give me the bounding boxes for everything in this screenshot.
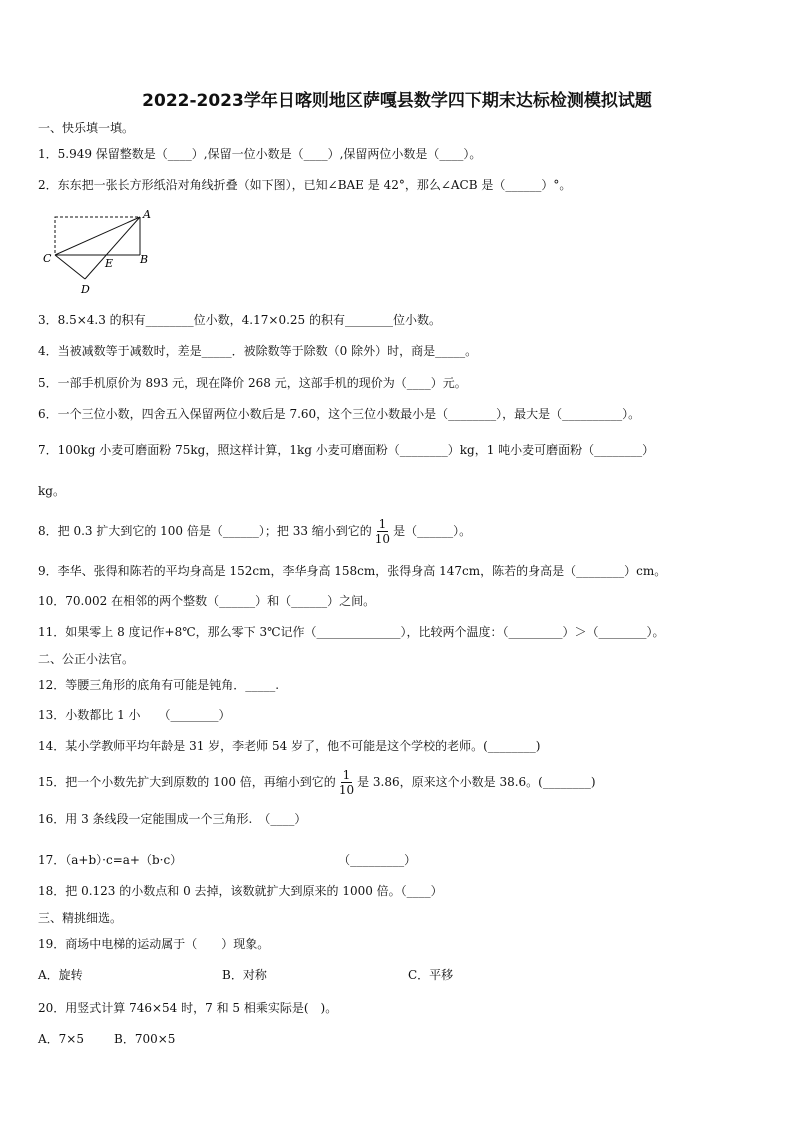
question-8-text-end: 是（______）。	[393, 524, 472, 538]
fraction-numerator: 1	[342, 768, 351, 782]
question-4: 4．当被减数等于减数时，差是_____．被除数等于除数（0 除外）时，商是_____。	[38, 344, 478, 358]
question-7: 7．100kg 小麦可磨面粉 75kg，照这样计算，1kg 小麦可磨面粉（________）kg，1 吨小麦可磨面粉（________）	[38, 443, 655, 457]
section-heading-judge: 二、公正小法官。	[38, 652, 135, 666]
label-b: B	[140, 253, 149, 266]
label-c: C	[43, 252, 52, 265]
label-a: A	[143, 208, 151, 221]
question-15-text: 15．把一个小数先扩大到原数的 100 倍，再缩小到它的	[38, 775, 336, 789]
option-a: A．7×5	[38, 1032, 84, 1046]
question-9: 9．李华、张得和陈若的平均身高是 152cm，李华身高 158cm，张得身高 147cm，陈若的身高是（________）cm。	[38, 564, 667, 578]
question-3: 3．8.5×4.3 的积有________位小数，4.17×0.25 的积有________位小数。	[38, 313, 441, 327]
question-20: 20．用竖式计算 746×54 时，7 和 5 相乘实际是( )。	[38, 1001, 338, 1015]
question-8-text: 8．把 0.3 扩大到它的 100 倍是（______）；把 33 缩小到它的	[38, 524, 372, 538]
question-16: 16．用 3 条线段一定能围成一个三角形. （____）	[38, 812, 307, 826]
question-1: 1．5.949 保留整数是（____）,保留一位小数是（____）,保留两位小数是（____）。	[38, 147, 482, 161]
label-d: D	[81, 283, 90, 296]
question-19-options	[38, 967, 453, 983]
option-c: C．平移	[408, 968, 454, 982]
option-b: B．700×5	[114, 1032, 176, 1046]
question-17: 17．（a+b）·c=a+（b·c） （_________）	[38, 853, 417, 867]
fraction-one-tenth	[337, 768, 356, 797]
question-7-continued: kg。	[38, 484, 65, 498]
question-5: 5．一部手机原价为 893 元，现在降价 268 元，这部手机的现价为（____）元。	[38, 376, 467, 390]
page-title: 2022-2023学年日喀则地区萨嘎县数学四下期末达标检测模拟试题	[142, 91, 652, 111]
question-18: 18．把 0.123 的小数点和 0 去掉，该数就扩大到原来的 1000 倍。（____）	[38, 884, 443, 898]
folded-rectangle-figure	[40, 205, 160, 297]
section-heading-fill-in: 一、快乐填一填。	[38, 121, 135, 135]
question-8	[38, 517, 471, 546]
option-a: A．旋转	[38, 968, 83, 982]
question-14: 14．某小学教师平均年龄是 31 岁，李老师 54 岁了，他不可能是这个学校的老师。(________)	[38, 739, 541, 753]
fraction-denominator: 10	[374, 532, 391, 546]
question-15-text-end: 是 3.86，原来这个小数是 38.6。(________)	[357, 775, 596, 789]
question-19: 19．商场中电梯的运动属于（ ）现象。	[38, 937, 270, 951]
question-11: 11．如果零上 8 度记作+8℃，那么零下 3℃记作（______________），比较两个温度：（_________）＞（________）。	[38, 625, 665, 639]
fraction-numerator: 1	[378, 517, 387, 531]
question-12: 12．等腰三角形的底角有可能是钝角．_____.	[38, 678, 280, 692]
question-6: 6．一个三位小数，四舍五入保留两位小数后是 7.60，这个三位小数最小是（________），最大是（__________）。	[38, 407, 641, 421]
question-10: 10．70.002 在相邻的两个整数（______）和（______）之间。	[38, 594, 376, 608]
fraction-denominator: 10	[338, 783, 355, 797]
label-e: E	[105, 257, 114, 270]
question-13: 13．小数都比 1 小 （________）	[38, 708, 231, 722]
question-20-options	[38, 1031, 175, 1047]
question-15	[38, 768, 596, 797]
option-b: B．对称	[222, 968, 267, 982]
fraction-one-tenth	[373, 517, 392, 546]
section-heading-choice: 三、精挑细选。	[38, 911, 123, 925]
question-2: 2．东东把一张长方形纸沿对角线折叠（如下图），已知∠BAE 是 42°，那么∠ACB 是（______）°。	[38, 178, 572, 192]
